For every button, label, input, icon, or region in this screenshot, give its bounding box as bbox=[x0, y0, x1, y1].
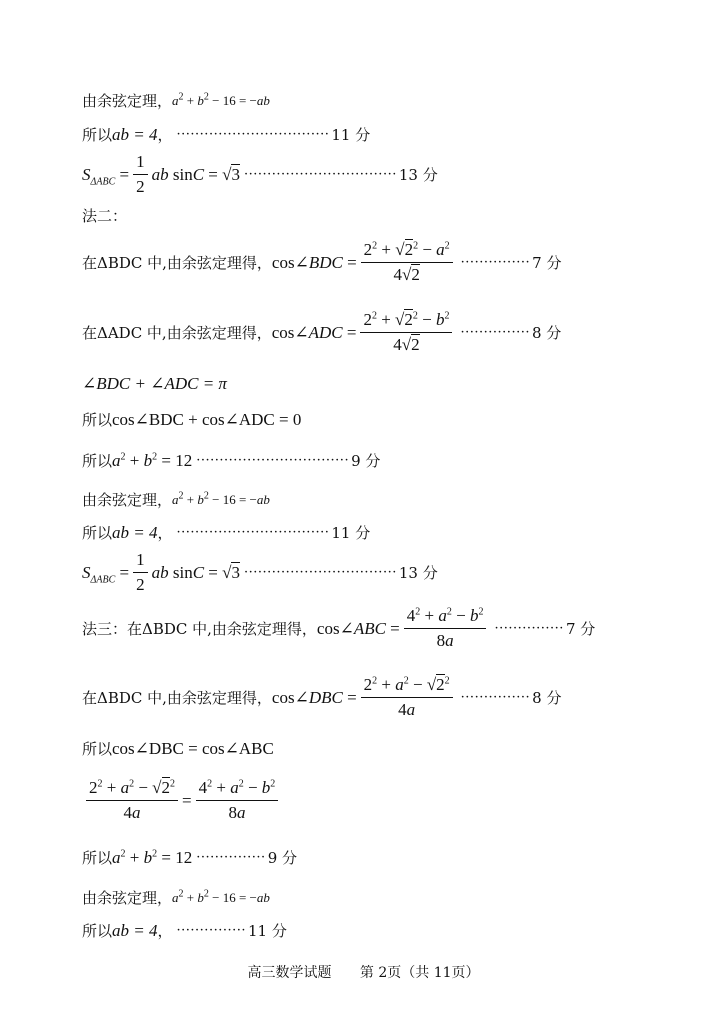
line-cosine-law-1: 由余弦定理， $a^2 + b^2 - 16 = -ab$ bbox=[82, 91, 270, 110]
line-ab-3: 所以 ab = 4 ， ··············· 11 分 bbox=[82, 920, 287, 940]
line-area-2: $S_{\Delta ABC}$ = $\frac{1}{2}$ ab sinC = √3 ································· 13 分 bbox=[82, 550, 438, 594]
line-cosine-law-2: 由余弦定理， $a^2 + b^2 - 16 = -ab$ bbox=[82, 490, 270, 509]
line-cosine-law-3: 由余弦定理， $a^2 + b^2 - 16 = -ab$ bbox=[82, 888, 270, 907]
equation: $a^2 + b^2 - 16 = -ab$ bbox=[172, 91, 270, 108]
line-area-1: $S_{\Delta ABC}$ = $\frac{1}{2}$ ab sinC = √3 ································· 13 分 bbox=[82, 152, 438, 196]
page-footer bbox=[0, 962, 727, 982]
line-cos-bdc: 在ΔBDC 中,由余弦定理得， cos∠BDC = $\frac{2^2 + √2^2 - a^2}{4√2}$ ··············· 7 分 bbox=[82, 240, 562, 284]
area-formula: $S_{\Delta ABC}$ = bbox=[82, 164, 130, 187]
line-fraction-equation: $\frac{2^2 + a^2 - √2^2}{4a}$ = $\frac{4^2 + a^2 - b^2}{8a}$ bbox=[82, 778, 282, 823]
line-a2b2-1: 所以 $a^2 + b^2 = 12$ ································· 9 分 bbox=[82, 450, 381, 470]
line-cos-equal: 所以 cos∠DBC = cos∠ABC bbox=[82, 738, 274, 758]
line-cos-adc: 在ΔADC 中,由余弦定理得， cos∠ADC = $\frac{2^2 + √2^2 - b^2}{4√2}$ ··············· 8 分 bbox=[82, 310, 562, 354]
line-cos-dbc: 在ΔBDC 中,由余弦定理得， cos∠DBC = $\frac{2^2 + a^2 - √2^2}{4a}$ ··············· 8 分 bbox=[82, 675, 562, 719]
line-a2b2-2: 所以 $a^2 + b^2 = 12$ ··············· 9 分 bbox=[82, 847, 298, 867]
method-two-heading: 法二： bbox=[82, 207, 128, 225]
line-cos-sum: 所以 cos∠BDC + cos∠ADC = 0 bbox=[82, 409, 302, 429]
line-angle-sum: ∠BDC + ∠ADC = π bbox=[82, 374, 227, 393]
line-ab-2: 所以 ab = 4 ， ································· 11 分 bbox=[82, 522, 371, 542]
footer-title: 高三数学试题 bbox=[247, 965, 332, 981]
line-ab-1: 所以 ab = 4 ， ································· 11 分 bbox=[82, 124, 371, 144]
footer-page-number: 第 2页（共 11页） bbox=[359, 965, 480, 981]
line-cos-abc: 法三：在ΔBDC 中,由余弦定理得， cos∠ABC = $\frac{4^2 + a^2 - b^2}{8a}$ ··············· 7 分 bbox=[82, 606, 596, 650]
